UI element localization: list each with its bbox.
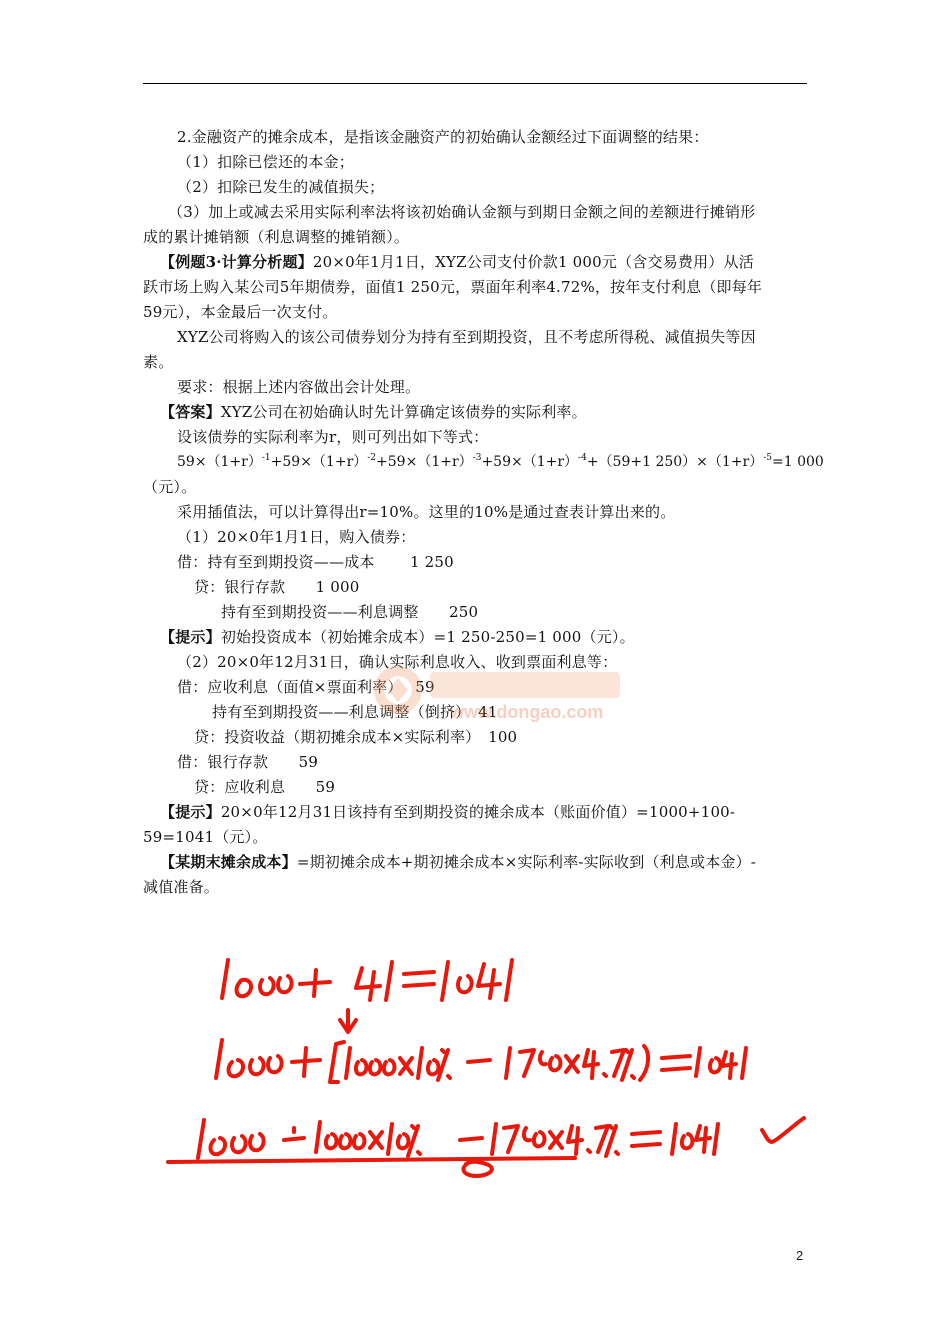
eq-term: 59×（1+r） [177,454,262,470]
text-line: （2）20×0年12月31日，确认实际利息收入、收到票面利息等： [177,653,618,671]
text-line: 59=1041（元）。 [143,828,268,846]
hint-tag: 【提示】 [160,628,221,646]
example-line [160,252,754,272]
eq-term: =1 000 [772,454,824,470]
hint-line [160,802,735,822]
text-line: 59元），本金最后一次支付。 [143,303,338,321]
eq-term: +59×（1+r） [376,454,473,470]
text-line: 跃市场上购入某公司5年期债券，面值1 250元，票面年利率4.72%，按年支付利息（即每年 [143,278,763,296]
journal-entry-line: 持有至到期投资——利息调整 250 [221,603,479,621]
text-line: （1）扣除已偿还的本金； [177,153,354,171]
journal-entry-line: 贷：投资收益（期初摊余成本×实际利率） 100 [194,728,518,746]
equation-line [177,452,824,472]
eq-exponent: -3 [472,453,482,463]
journal-entry-line: 借：银行存款 59 [177,753,319,771]
text-line: （2）扣除已发生的减值损失； [177,178,385,196]
text-line: （1）20×0年1月1日，购入债券： [177,528,416,546]
eq-term: +（59+1 250）×（1+r） [586,454,764,470]
watermark-text: www.dongao.com [450,702,604,722]
page-number: 2 [796,1248,804,1263]
text-line: XYZ公司将购入的该公司债券划分为持有至到期投资，且不考虑所得税、减值损失等因 [177,328,756,346]
formula-line [160,852,756,872]
answer-line [160,402,587,422]
eq-term: +59×（1+r） [270,454,368,470]
hint-tag: 【提示】 [160,803,221,821]
eq-exponent: -4 [578,453,587,463]
text-span: 20×0年1月1日，XYZ公司支付价款1 000元（含交易费用）从活 [312,253,754,271]
eq-exponent: -2 [367,453,377,463]
journal-entry-line: 借：持有至到期投资——成本 1 250 [177,553,454,571]
text-line: 成的累计摊销额（利息调整的摊销额）。 [143,228,410,246]
text-span: =期初摊余成本+期初摊余成本×实际利率-实际收到（利息或本金）- [296,853,757,871]
answer-tag: 【答案】 [160,403,221,421]
hint-line [160,627,635,647]
example-tag: 【例题3·计算分析题】 [160,253,313,271]
header-rule [143,83,807,84]
journal-entry-line: 借：应收利息（面值×票面利率） 59 [177,678,435,696]
eq-exponent: -5 [763,453,773,463]
text-span: 初始投资成本（初始摊余成本）=1 250-250=1 000（元）。 [220,628,635,646]
eq-exponent: -1 [261,453,271,463]
text-line: （元）。 [143,478,197,496]
text-line: 采用插值法，可以计算得出r=10%。这里的10%是通过查表计算出来的。 [177,503,676,521]
text-line: 2.金融资产的摊余成本，是指该金融资产的初始确认金额经过下面调整的结果： [177,128,709,146]
journal-entry-line: 贷：应收利息 59 [194,778,336,796]
text-line: 素。 [143,353,174,371]
formula-tag: 【某期末摊余成本】 [160,853,297,871]
eq-term: +59×（1+r） [481,454,579,470]
text-line: 减值准备。 [143,878,220,896]
text-line: 设该债券的实际利率为r，则可列出如下等式： [177,428,489,446]
text-span: XYZ公司在初始确认时先计算确定该债券的实际利率。 [220,403,587,421]
journal-entry-line: 贷：银行存款 1 000 [194,578,360,596]
text-line: 要求：根据上述内容做出会计处理。 [177,378,421,396]
text-line: （3）加上或减去采用实际利率法将该初始确认金额与到期日金额之间的差额进行摊销形 [168,203,756,221]
text-span: 20×0年12月31日该持有至到期投资的摊余成本（账面价值）=1000+100- [220,803,736,821]
journal-entry-line: 持有至到期投资——利息调整（倒挤） 41 [212,703,498,721]
